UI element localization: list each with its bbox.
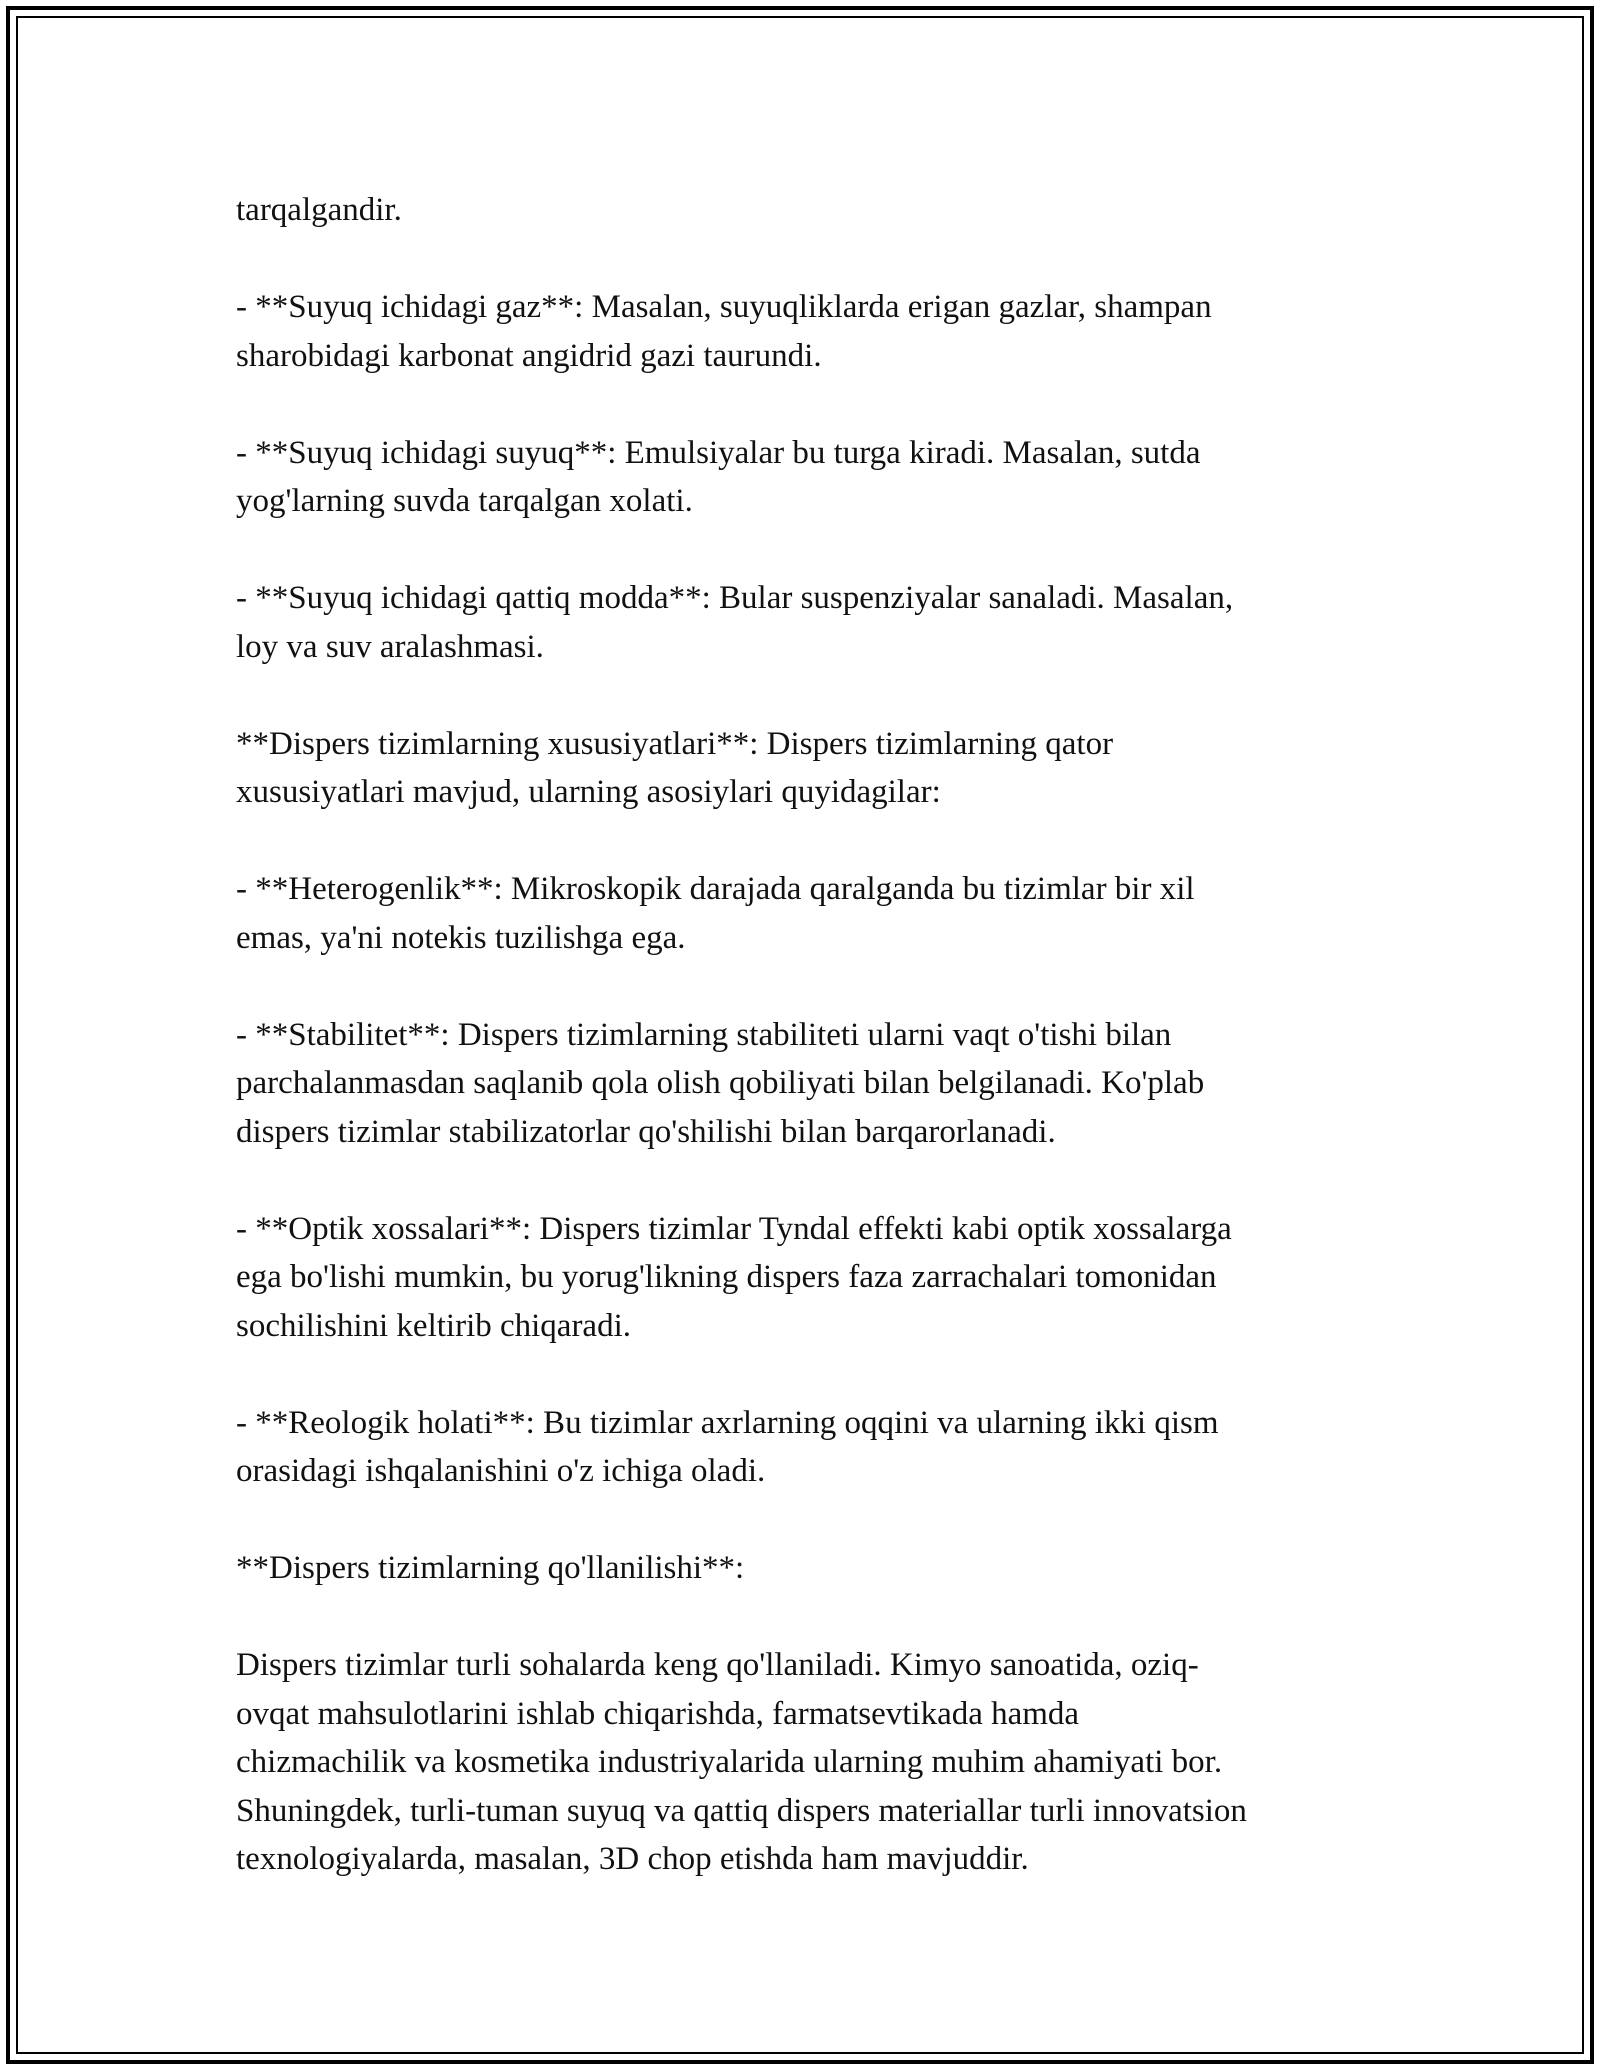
bullet-rheology: - **Reologik holati**: Bu tizimlar axrlarning oqqini va ularning ikki qism orasidagi ishqalanishini o'z ichiga oladi. <box>236 1404 1219 1489</box>
section-properties-intro: **Dispers tizimlarning xususiyatlari**: Dispers tizimlarning qator xususiyatlari mavjud, ularning asosiylari quyidagilar: <box>236 725 1114 810</box>
bullet-solid-in-liquid: - **Suyuq ichidagi qattiq modda**: Bular suspenziyalar sanaladi. Masalan, loy va suv aralashmasi. <box>236 580 1234 665</box>
bullet-liquid-in-liquid: - **Suyuq ichidagi suyuq**: Emulsiyalar bu turga kiradi. Masalan, sutda yog'larning suvda tarqalgan xolati. <box>236 434 1201 519</box>
document-body <box>236 186 1376 1932</box>
bullet-gas-in-liquid: - **Suyuq ichidagi gaz**: Masalan, suyuqliklarda erigan gazlar, shampan sharobidagi karbonat angidrid gazi taurundi. <box>236 289 1212 374</box>
bullet-optical-properties: - **Optik xossalari**: Dispers tizimlar Tyndal effekti kabi optik xossalarga ega bo'lishi mumkin, bu yorug'likning dispers faza zarrachalari tomonidan sochilishini keltirib chiqaradi. <box>236 1210 1232 1344</box>
bullet-heterogeneity: - **Heterogenlik**: Mikroskopik darajada qaralganda bu tizimlar bir xil emas, ya'ni notekis tuzilishga ega. <box>236 871 1195 956</box>
applications-paragraph: Dispers tizimlar turli sohalarda keng qo'llaniladi. Kimyo sanoatida, oziq- ovqat mahsulotlarini ishlab chiqarishda, farmatsevtikada hamda chizmachilik va kosmetika industriyalarida ularning muhim ahamiyati bor. Shuningdek, turli-tuman suyuq va qattiq dispers materiallar turli innovatsion texnologiyalarda, masalan, 3D chop etishda ham mavjuddir. <box>236 1647 1247 1877</box>
bullet-stability: - **Stabilitet**: Dispers tizimlarning stabiliteti ularni vaqt o'tishi bilan parchalanmasdan saqlanib qola olish qobiliyati bilan belgilanadi. Ko'plab dispers tizimlar stabilizatorlar qo'shilishi bilan barqarorlanadi. <box>236 1016 1205 1150</box>
section-applications-heading: **Dispers tizimlarning qo'llanilishi**: <box>236 1550 745 1586</box>
paragraph-continuation: tarqalgandir. <box>236 192 402 228</box>
